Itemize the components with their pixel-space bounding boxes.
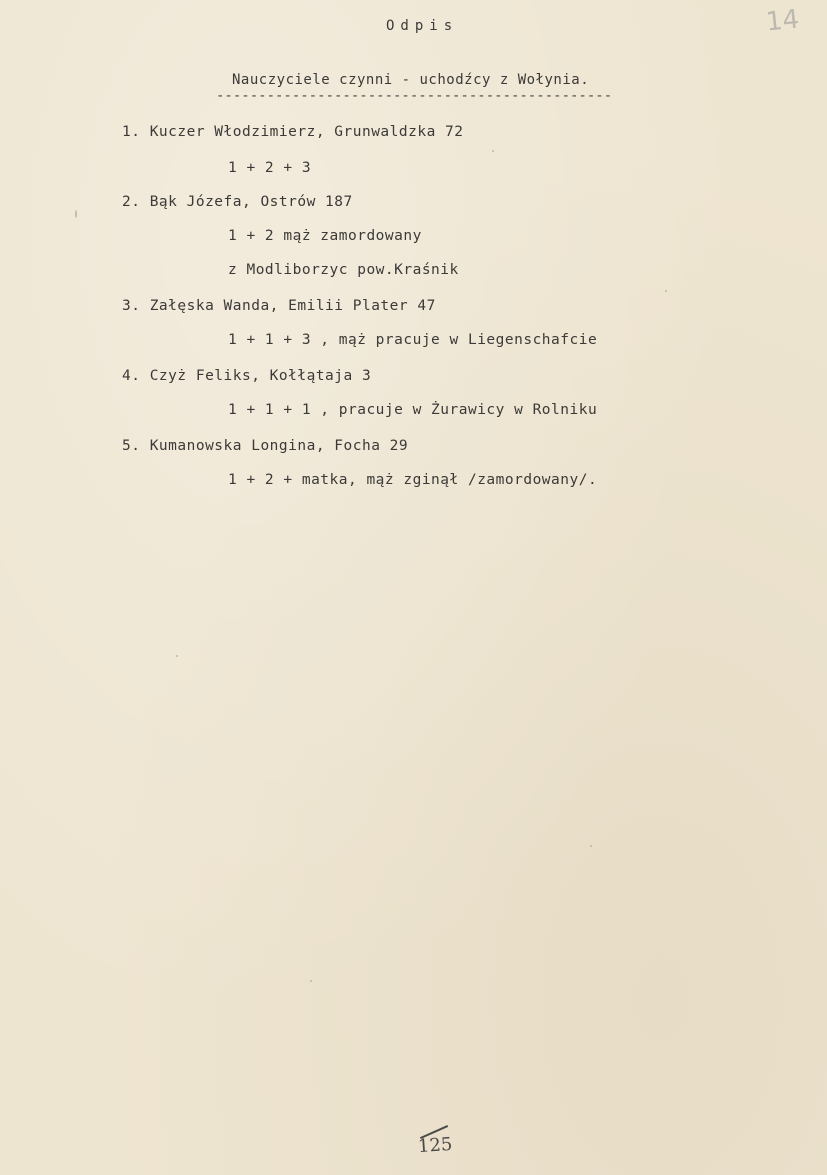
entry-4-name: 4. Czyż Feliks, Kołłątaja 3 [122, 368, 372, 384]
paper-speck [590, 845, 592, 847]
entry-4-detail: 1 + 1 + 1 , pracuje w Żurawicy w Rolniku [228, 402, 598, 418]
entry-3-detail: 1 + 1 + 3 , mąż pracuje w Liegenschafcie [228, 332, 598, 348]
paper-speck [176, 655, 178, 657]
entry-2-detail: 1 + 2 mąż zamordowany [228, 228, 422, 244]
entry-5-name: 5. Kumanowska Longina, Focha 29 [122, 438, 409, 454]
corner-number: 14 [764, 4, 801, 38]
heading-rule: ----------------------------------------------- [216, 88, 613, 104]
page-number: 125 [417, 1133, 454, 1158]
entry-1-name: 1. Kuczer Włodzimierz, Grunwaldzka 72 [122, 124, 464, 140]
entry-3-name: 3. Załęska Wanda, Emilii Plater 47 [122, 298, 436, 314]
entry-2-name: 2. Bąk Józefa, Ostrów 187 [122, 194, 353, 210]
paper-speck [75, 210, 77, 218]
entry-2-detail-2: z Modliborzyc pow.Kraśnik [228, 262, 459, 278]
paper-speck [492, 150, 494, 152]
entry-1-detail: 1 + 2 + 3 [228, 160, 312, 176]
document-subtitle: Nauczyciele czynni - uchodźcy z Wołynia. [232, 72, 590, 88]
document-title: Odpis [386, 18, 459, 34]
paper-speck [310, 980, 312, 982]
paper-speck [665, 290, 667, 292]
entry-5-detail: 1 + 2 + matka, mąż zginął /zamordowany/. [228, 472, 598, 488]
